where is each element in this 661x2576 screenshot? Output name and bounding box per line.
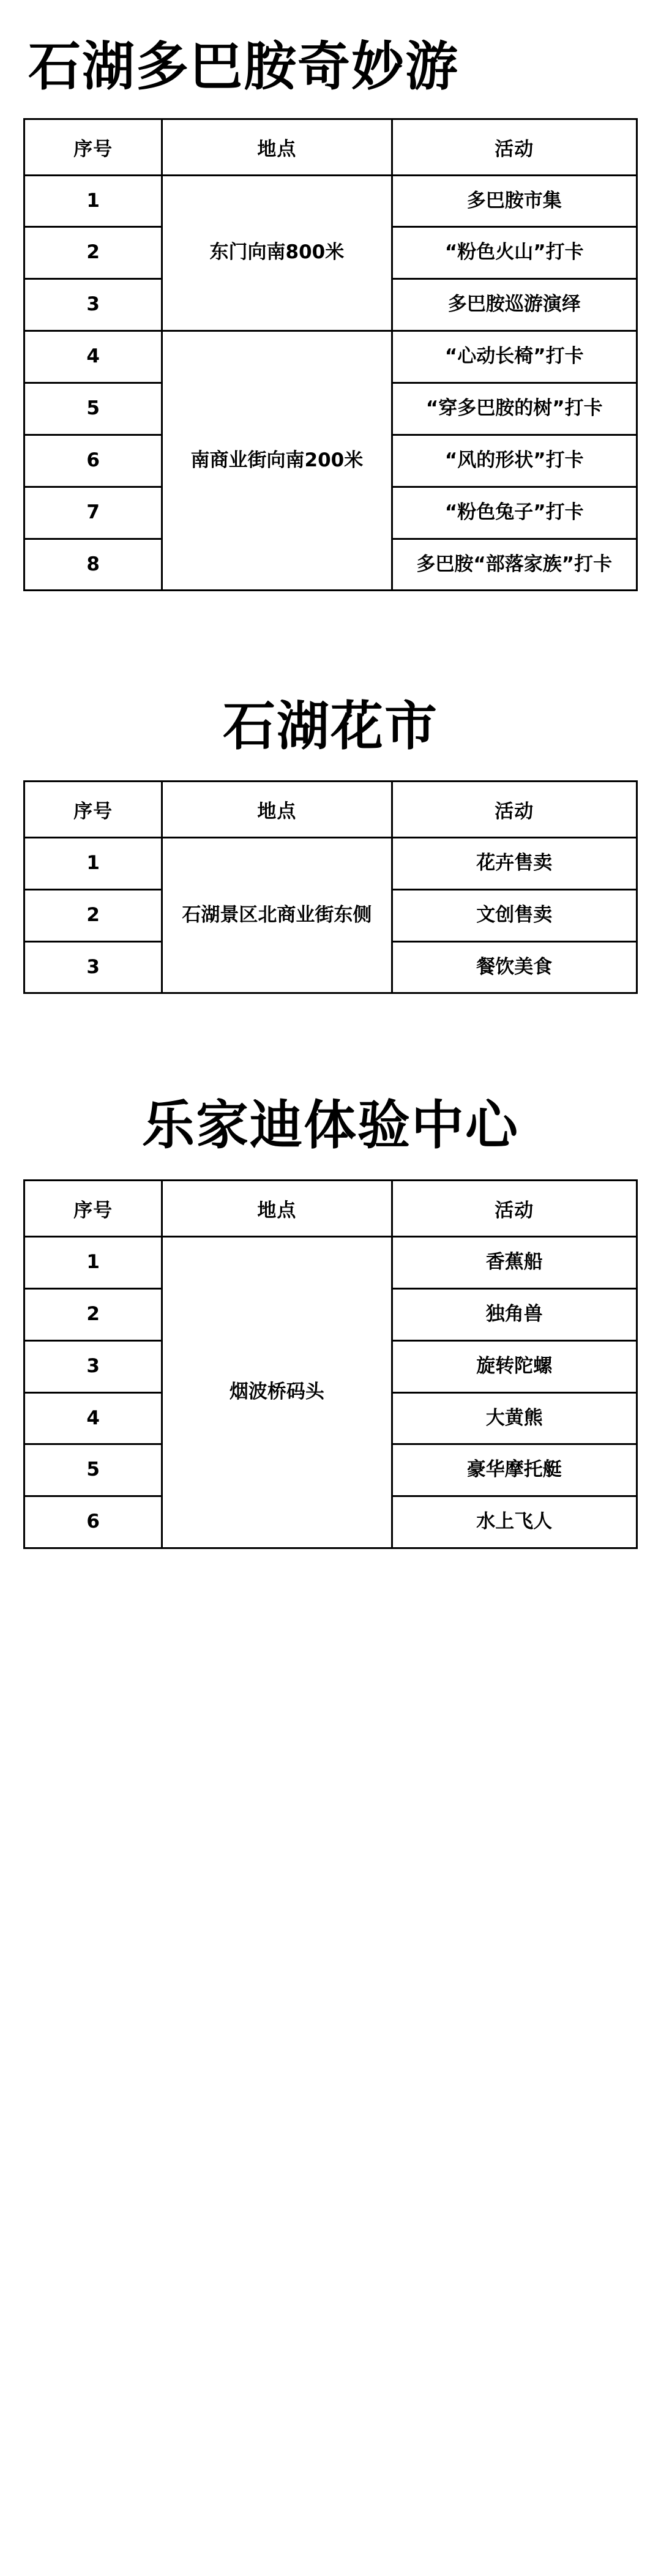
header-activity: 活动 [392,1181,637,1237]
cell-activity: 多巴胺市集 [392,175,637,227]
table-row [24,1237,637,1289]
section-title-2: 石湖花市 [223,696,438,758]
cell-activity: 旋转陀螺 [392,1340,637,1392]
section-dopamine-tour [23,0,638,591]
cell-no: 4 [24,331,162,383]
cell-activity: “粉色火山”打卡 [392,227,637,279]
bottom-spacer [23,1549,638,1574]
cell-place: 烟波桥码头 [162,1237,392,1548]
table-row [24,331,637,383]
cell-no: 3 [24,941,162,993]
section-flower-market [23,650,638,994]
activity-table-2 [23,780,638,995]
cell-no: 3 [24,1340,162,1392]
section-title-3: 乐家迪体验中心 [142,1095,519,1157]
header-no: 序号 [24,1181,162,1237]
table-row [24,175,637,227]
cell-activity: “风的形状”打卡 [392,435,637,487]
cell-activity: “粉色兔子”打卡 [392,487,637,539]
table-header-row [24,781,637,837]
header-no: 序号 [24,781,162,837]
section-title-1: 石湖多巴胺奇妙游 [28,36,459,97]
table-row [24,837,637,889]
cell-activity: 香蕉船 [392,1237,637,1289]
activity-table-1 [23,118,638,592]
cell-no: 5 [24,1444,162,1496]
table-header-row [24,119,637,175]
header-activity: 活动 [392,781,637,837]
cell-activity: “穿多巴胺的树”打卡 [392,383,637,435]
cell-activity: 文创售卖 [392,889,637,941]
cell-place: 东门向南800米 [162,175,392,331]
cell-activity: 水上飞人 [392,1496,637,1548]
section-spacer [23,591,638,650]
header-activity: 活动 [392,119,637,175]
header-place: 地点 [162,781,392,837]
section-spacer [23,994,638,1049]
cell-no: 2 [24,1288,162,1340]
header-place: 地点 [162,1181,392,1237]
header-no: 序号 [24,119,162,175]
cell-no: 2 [24,227,162,279]
cell-no: 5 [24,383,162,435]
cell-no: 1 [24,175,162,227]
section-lejiadi-center [23,1049,638,1549]
cell-no: 2 [24,889,162,941]
cell-activity: 多巴胺“部落家族”打卡 [392,539,637,591]
cell-no: 7 [24,487,162,539]
cell-activity: 餐饮美食 [392,941,637,993]
cell-activity: 花卉售卖 [392,837,637,889]
cell-activity: 独角兽 [392,1288,637,1340]
cell-no: 4 [24,1392,162,1444]
cell-no: 1 [24,1237,162,1289]
cell-no: 3 [24,279,162,331]
cell-activity: 多巴胺巡游演绎 [392,279,637,331]
cell-no: 8 [24,539,162,591]
cell-place: 南商业街向南200米 [162,331,392,591]
cell-no: 6 [24,435,162,487]
activity-table-3 [23,1179,638,1549]
cell-activity: 大黄熊 [392,1392,637,1444]
cell-activity: 豪华摩托艇 [392,1444,637,1496]
cell-activity: “心动长椅”打卡 [392,331,637,383]
cell-place: 石湖景区北商业街东侧 [162,837,392,993]
cell-no: 6 [24,1496,162,1548]
header-place: 地点 [162,119,392,175]
table-header-row [24,1181,637,1237]
cell-no: 1 [24,837,162,889]
